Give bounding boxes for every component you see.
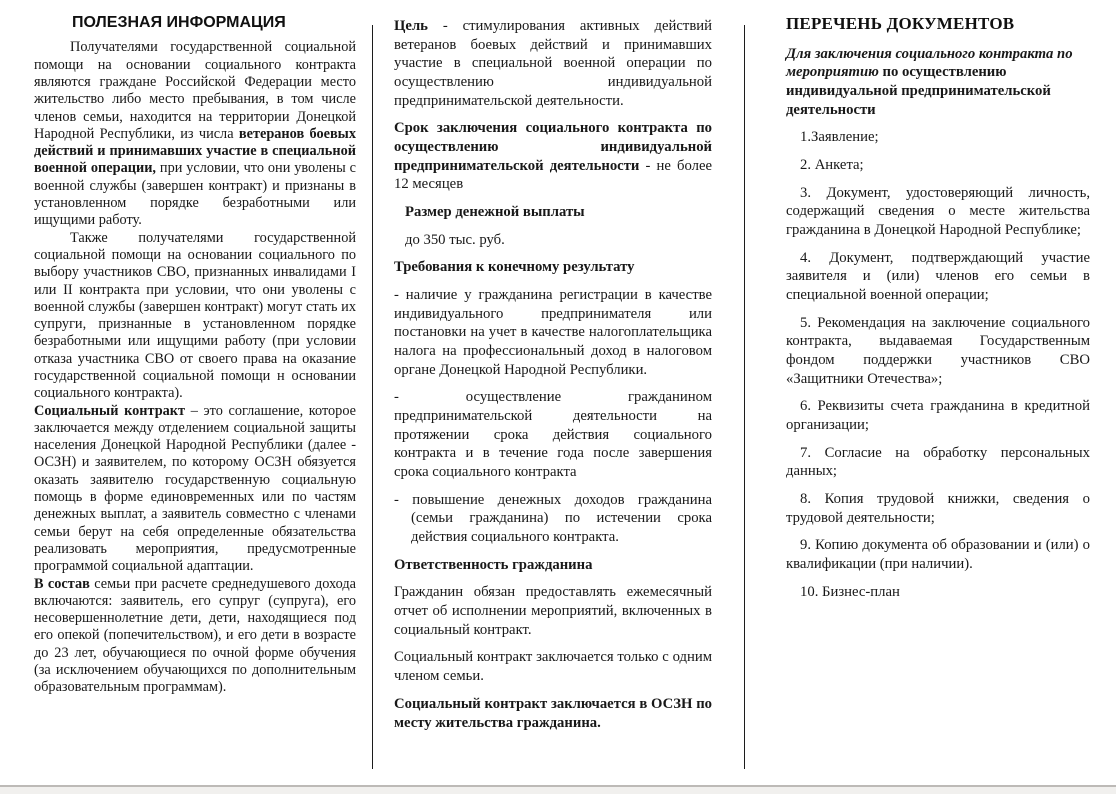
text-run: 7. Согласие на обработку персональных данных; (786, 444, 1090, 480)
text-run: Срок заключения социального контракта по осуществлению индивидуальной предпринимательской деятельности (394, 120, 712, 174)
doc-item-3 (786, 184, 1090, 240)
text-run: 4. Документ, подтверждающий участие заявителя и (или) членов его семьи в специальной военной операции; (786, 249, 1090, 303)
text-run: 2. Анкета; (800, 156, 864, 173)
text-run: при условии, что они уволены с военной службы (завершен контракт) и признаны в установленном порядке безработными или ищущими работу. (34, 160, 357, 229)
doc-item-4 (786, 249, 1090, 305)
single-member-paragraph (394, 648, 712, 685)
horizontal-scrollbar-track[interactable] (0, 785, 1116, 794)
doc-item-9 (786, 536, 1090, 573)
text-run: – это соглашение, которое заключается между отделением социальной защиты населения Донецкой Народной Республики (далее - ОСЗН) и заявителем, по которому ОСЗН обязуется оказать заявителю государственную социальную помощь в форме единовременных или по частям денежных выплат, а заявитель совместно с членами семьи берут на себя определенные обязательства реализовать мероприятия, предусмотренные программой социальной адаптации. (34, 402, 356, 575)
goal-paragraph (394, 17, 712, 110)
doc-item-5 (786, 314, 1090, 389)
column-contract-terms (394, 17, 712, 741)
text-run: 1.Заявление; (800, 129, 879, 146)
doc-item-2 (786, 156, 1090, 175)
doc-item-7 (786, 444, 1090, 481)
text-run: В состав (34, 575, 90, 592)
useful-info-body (34, 39, 356, 696)
column-divider-2 (744, 25, 745, 769)
citizen-responsibility-heading (394, 556, 712, 575)
requirement-registration (394, 286, 712, 379)
text-run: - наличие у гражданина регистрации в качестве индивидуального предпринимателя или постановки на учет в качестве налогоплательщика налога на профессиональный доход в налоговом органе Донецкой Народной Республики. (394, 287, 712, 378)
monthly-report-paragraph (394, 583, 712, 639)
doc-item-8 (786, 490, 1090, 527)
text-run: Цель (394, 18, 428, 34)
result-requirements-heading (394, 258, 712, 277)
text-run: - повышение денежных доходов гражданина (семьи гражданина) по истечении срока действия социального контракта. (394, 491, 712, 546)
text-run: Гражданин обязан предоставлять ежемесячный отчет об исполнении мероприятий, включенных в социальный контракт. (394, 584, 712, 638)
documents-body (786, 45, 1090, 602)
requirement-income (394, 491, 712, 547)
text-run: Социальный контракт заключается в ОСЗН по месту жительства гражданина. (394, 695, 712, 731)
text-run: Требования к конечному результату (394, 259, 635, 276)
text-run: Размер денежной выплаты (405, 204, 585, 221)
spouses-paragraph (34, 230, 356, 403)
requirement-activity (394, 388, 712, 481)
text-run: Получателями государственной социальной помощи на основании социального контракта являются граждане Российской Федерации место жительство либо место пребывания, в том числе членов семьи, находится на территории Донецкой Народной Республики, из числа (34, 39, 356, 142)
contract-term-paragraph (394, 119, 712, 194)
payment-size-heading (394, 203, 712, 222)
text-run: семьи при расчете среднедушевого дохода включаются: заявитель, его супруг (супруга), его несовершеннолетние дети, дети, находящиеся под его опекой (попечительством), и его дети в возрасте до 23 лет, обучающиеся по очной форме обучения (за исключением обучающихся по дополнительным образовательным программам). (34, 575, 356, 696)
column-divider-1 (372, 25, 373, 769)
text-run: Для заключения социального контракта по мероприятию (786, 45, 1073, 81)
column-documents-list (786, 13, 1090, 610)
doc-item-1 (786, 128, 1090, 147)
text-run: Также получателями государственной социальной помощи на основании социального по выбору участников СВО, признанных инвалидами I или II контракта при условии, что они уволены с военной службы (завершен контракт) могут стать их супруги, признанные в установленном порядке безработными или ищущими работу (при условии отказа участника СВО от своего права на оказание государственной социальной помощи н основании социального контракта). (34, 229, 356, 402)
text-run: ветеранов боевых действий и принимавших участие в специальной военной операции, (34, 125, 356, 177)
text-run: - осуществление гражданином предпринимательской деятельности на протяжении срока действия социального контракта и в течение года после завершения срока социального контракта (394, 389, 712, 481)
recipients-paragraph (34, 39, 356, 229)
social-contract-definition (34, 403, 356, 576)
documents-title: ПЕРЕЧЕНЬ ДОКУМЕНТОВ (786, 14, 1015, 33)
text-run: до 350 тыс. руб. (405, 231, 505, 248)
payment-size-value (394, 231, 712, 250)
text-run: 8. Копия трудовой книжки, сведения о трудовой деятельности; (786, 491, 1090, 526)
text-run: по осуществлению индивидуальной предпринимательской деятельности (786, 64, 1051, 118)
useful-info-title: ПОЛЕЗНАЯ ИНФОРМАЦИЯ (72, 14, 286, 31)
column-useful-info (34, 13, 356, 697)
documents-subtitle (786, 45, 1090, 120)
text-run: 3. Документ, удостоверяющий личность, содержащий сведения о месте жительства гражданина в Донецкой Народной Республике; (786, 184, 1090, 238)
doc-item-6 (786, 397, 1090, 434)
text-run: 10. Бизнес-план (800, 583, 900, 600)
family-composition-paragraph (34, 576, 356, 697)
text-run: 5. Рекомендация на заключение социального контракта, выдаваемая Государственным фондом поддержки участников СВО «Защитники Отечества»; (786, 314, 1090, 387)
text-run: - не более 12 месяцев (394, 157, 712, 193)
text-run: Социальный контракт (34, 402, 186, 419)
conclusion-place-paragraph (394, 695, 712, 732)
text-run: - стимулирования активных действий ветеранов боевых действий и принимавших участие в специальной военной операции по осуществлению индивидуальной предпринимательской деятельности. (394, 18, 712, 109)
text-run: Социальный контракт заключается только с одним членом семьи. (394, 649, 712, 685)
text-run: 9. Копию документа об образовании и (или) о квалификации (при наличии). (786, 537, 1090, 573)
doc-item-10 (786, 583, 1090, 602)
text-run: Ответственность гражданина (394, 556, 593, 573)
text-run: 6. Реквизиты счета гражданина в кредитной организации; (786, 398, 1090, 433)
contract-terms-body (394, 17, 712, 732)
